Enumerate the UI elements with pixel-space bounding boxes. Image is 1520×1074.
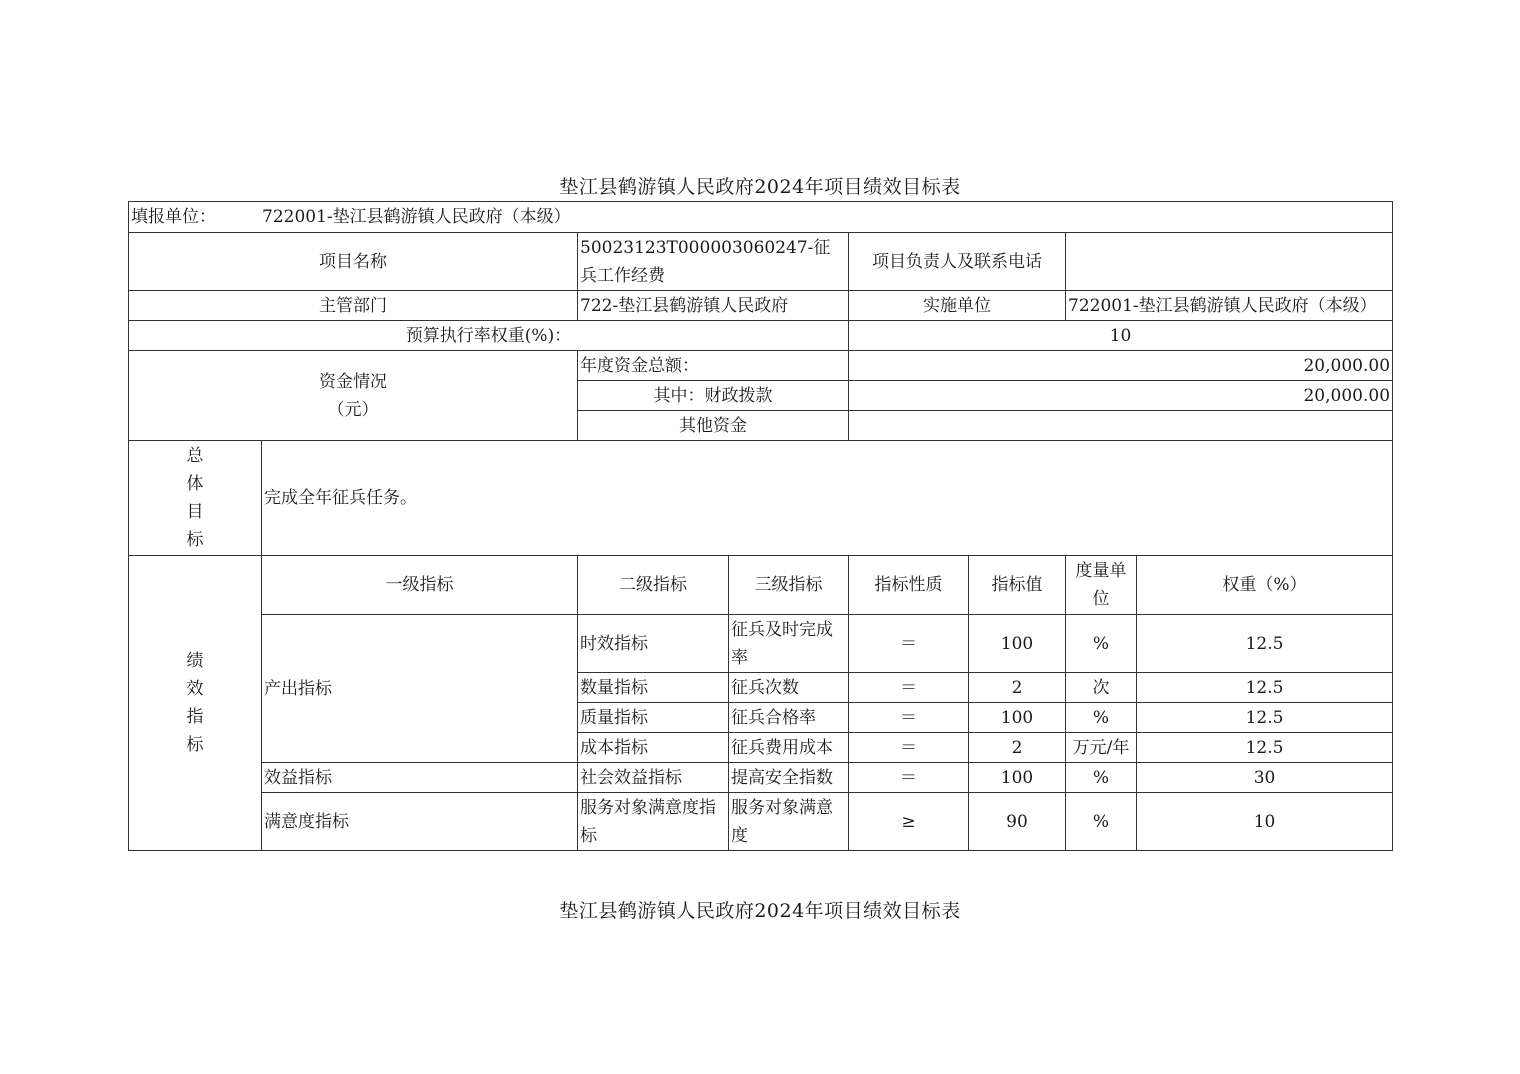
row-weight: 12.5 (1137, 673, 1393, 703)
indicators-char: 标 (186, 735, 204, 755)
project-row (129, 233, 1393, 291)
row-level2: 成本指标 (578, 733, 729, 763)
table-row (129, 793, 1393, 851)
row-level2: 质量指标 (578, 703, 729, 733)
row-weight: 30 (1137, 763, 1393, 793)
overall-goal-char: 目 (186, 502, 204, 522)
row-nature: ≥ (849, 793, 969, 851)
indicators-char: 效 (186, 679, 204, 699)
budget-rate-value: 10 (849, 321, 1393, 351)
funds-fiscal-value: 20,000.00 (849, 381, 1393, 411)
row-unit: % (1066, 763, 1137, 793)
project-name-value: 50023123T000003060247-征兵工作经费 (578, 233, 849, 291)
indicators-char: 指 (186, 707, 204, 727)
project-name-label: 项目名称 (129, 233, 578, 291)
project-contact-label: 项目负责人及联系电话 (849, 233, 1066, 291)
group-output: 产出指标 (262, 615, 578, 763)
header-level2: 二级指标 (578, 556, 729, 615)
row-weight: 10 (1137, 793, 1393, 851)
row-level3: 征兵费用成本 (729, 733, 849, 763)
group-benefit: 效益指标 (262, 763, 578, 793)
row-nature: ＝ (849, 615, 969, 673)
row-value: 90 (969, 793, 1066, 851)
row-level3: 征兵次数 (729, 673, 849, 703)
row-weight: 12.5 (1137, 733, 1393, 763)
overall-goal-char: 总 (186, 446, 204, 466)
row-level3: 提高安全指数 (729, 763, 849, 793)
funds-other-label: 其他资金 (578, 411, 849, 441)
row-weight: 12.5 (1137, 703, 1393, 733)
group-satisfaction: 满意度指标 (262, 793, 578, 851)
row-unit: 万元/年 (1066, 733, 1137, 763)
row-nature: ＝ (849, 733, 969, 763)
budget-rate-label: 预算执行率权重(%)： (129, 321, 849, 351)
funds-label (129, 351, 578, 441)
department-value: 722-垫江县鹤游镇人民政府 (578, 291, 849, 321)
row-value: 100 (969, 703, 1066, 733)
impl-unit-value: 722001-垫江县鹤游镇人民政府（本级） (1066, 291, 1393, 321)
row-level2: 时效指标 (578, 615, 729, 673)
row-nature: ＝ (849, 673, 969, 703)
project-contact-value (1066, 233, 1393, 291)
header-weight: 权重（%） (1137, 556, 1393, 615)
row-unit: 次 (1066, 673, 1137, 703)
department-row (129, 291, 1393, 321)
page-title: 垫江县鹤游镇人民政府2024年项目绩效目标表 (559, 176, 961, 198)
header-level3: 三级指标 (729, 556, 849, 615)
table-row (129, 763, 1393, 793)
page-title-repeat: 垫江县鹤游镇人民政府2024年项目绩效目标表 (559, 900, 961, 922)
row-unit: % (1066, 793, 1137, 851)
row-level2: 服务对象满意度指标 (578, 793, 729, 851)
overall-goal-row (129, 441, 1393, 556)
row-value: 100 (969, 763, 1066, 793)
filing-row (129, 202, 1393, 233)
row-level3: 征兵及时完成率 (729, 615, 849, 673)
row-unit: % (1066, 615, 1137, 673)
performance-table (128, 201, 1393, 851)
funds-total-row (129, 351, 1393, 381)
filing-label: 填报单位： (131, 207, 216, 227)
overall-goal-char: 标 (186, 530, 204, 550)
row-nature: ＝ (849, 703, 969, 733)
row-nature: ＝ (849, 763, 969, 793)
funds-total-value: 20,000.00 (849, 351, 1393, 381)
row-level3: 征兵合格率 (729, 703, 849, 733)
funds-label-line1: 资金情况 (319, 371, 387, 392)
indicator-header-row (129, 556, 1393, 615)
row-value: 2 (969, 673, 1066, 703)
indicators-char: 绩 (186, 651, 204, 671)
impl-unit-label: 实施单位 (849, 291, 1066, 321)
row-level3: 服务对象满意度 (729, 793, 849, 851)
funds-other-value (849, 411, 1393, 441)
row-weight: 12.5 (1137, 615, 1393, 673)
overall-goal-label (129, 441, 262, 556)
filing-value: 722001-垫江县鹤游镇人民政府（本级） (262, 207, 571, 227)
row-value: 100 (969, 615, 1066, 673)
row-unit: % (1066, 703, 1137, 733)
overall-goal-char: 体 (186, 474, 204, 494)
table-row (129, 615, 1393, 673)
header-value: 指标值 (969, 556, 1066, 615)
header-unit: 度量单位 (1066, 556, 1137, 615)
header-level1: 一级指标 (262, 556, 578, 615)
funds-label-line2: （元） (327, 399, 379, 420)
budget-rate-row (129, 321, 1393, 351)
funds-total-label: 年度资金总额： (578, 351, 849, 381)
row-level2: 社会效益指标 (578, 763, 729, 793)
filing-cell (129, 202, 1393, 233)
header-nature: 指标性质 (849, 556, 969, 615)
department-label: 主管部门 (129, 291, 578, 321)
indicators-label (129, 556, 262, 851)
row-value: 2 (969, 733, 1066, 763)
overall-goal-text: 完成全年征兵任务。 (262, 441, 1393, 556)
funds-fiscal-label: 其中：财政拨款 (578, 381, 849, 411)
row-level2: 数量指标 (578, 673, 729, 703)
